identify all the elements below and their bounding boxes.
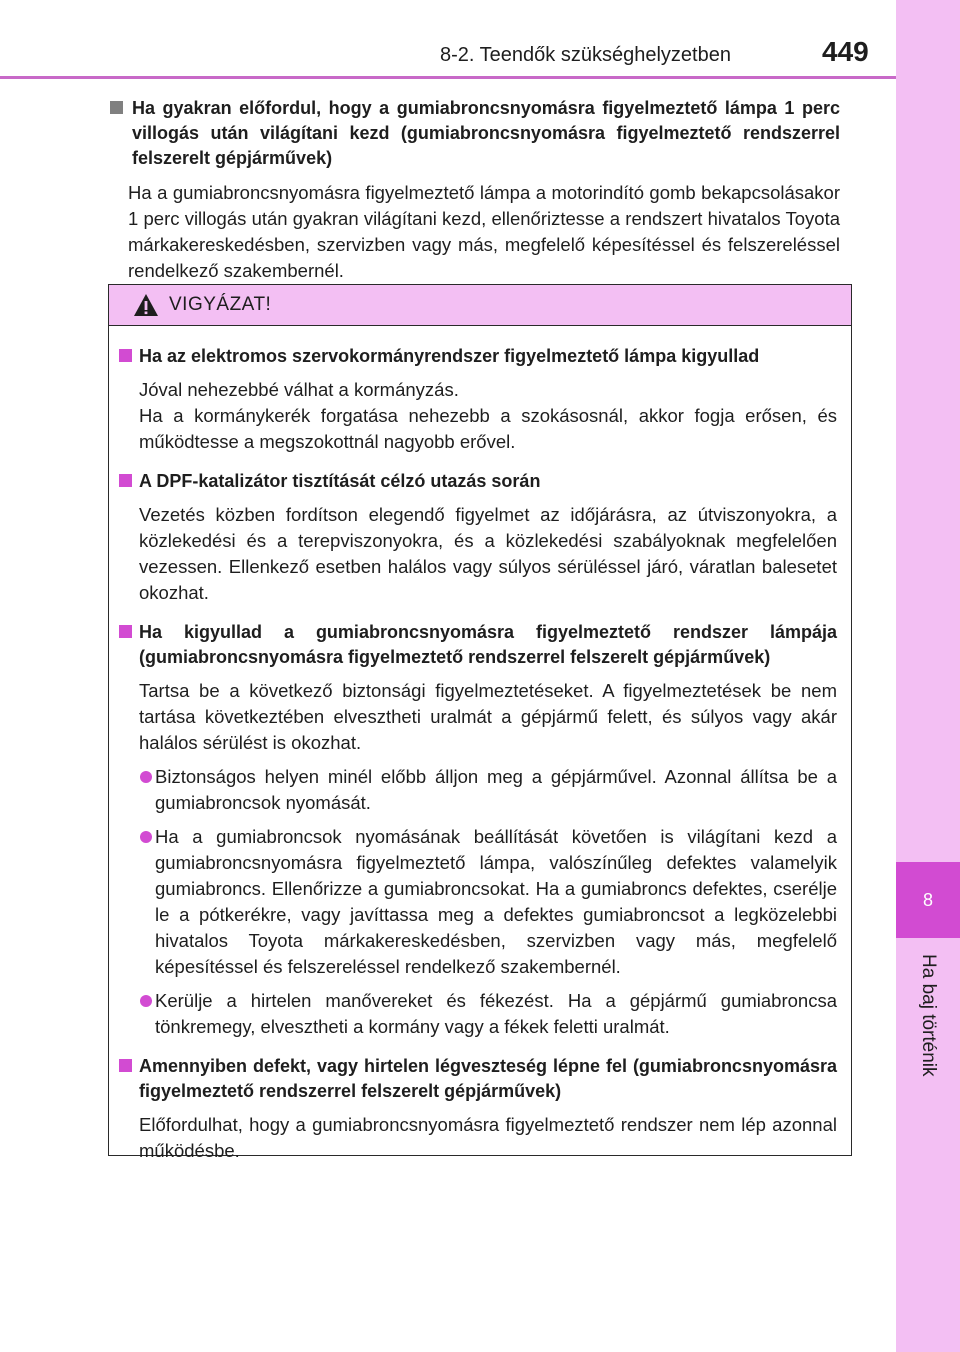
caution-bullet bbox=[117, 764, 837, 816]
caution-section-heading-text: Amennyiben defekt, vagy hirtelen légveszteség lépne fel (gumiabroncsnyomásra figyelmeztető rendszerrel felszerelt gépjárművek) bbox=[139, 1056, 837, 1101]
caution-body bbox=[109, 326, 851, 1164]
caution-bullet bbox=[117, 988, 837, 1040]
intro-text: Ha a gumiabroncsnyomásra figyelmeztető lámpa a motorindító gomb bekapcsolásakor 1 perc villogás után gyakran világítani kezd, ellenőriztesse a rendszert hivatalos Toyota márkakereskedésben, szervizben vagy más, megfelelő képesítéssel és felszereléssel rendelkező szakembernél. bbox=[128, 182, 840, 281]
caution-section-heading-text: A DPF-katalizátor tisztítását célzó utazás során bbox=[139, 471, 541, 491]
caution-section bbox=[117, 1054, 837, 1164]
intro-heading-text: Ha gyakran előfordul, hogy a gumiabroncsnyomásra figyelmeztető lámpa 1 perc villogás után világítani kezd (gumiabroncsnyomásra figyelmeztető rendszerrel felszerelt gépjárművek) bbox=[132, 98, 840, 168]
caution-bullet-text: Kerülje a hirtelen manővereket és fékezést. Ha a gépjármű gumiabroncsa tönkremegy, elvesztheti a kormány vagy a fékek feletti uralmát. bbox=[155, 990, 837, 1037]
caution-title: VIGYÁZAT! bbox=[169, 294, 272, 315]
square-bullet-icon bbox=[119, 625, 132, 638]
caution-box bbox=[108, 284, 852, 1161]
page-number: 449 bbox=[822, 36, 869, 67]
caution-section-text: Vezetés közben fordítson elegendő figyelmet az időjárásra, az útviszonyokra, a közlekedési és a terepviszonyokra, és a közlekedési szabályoknak megfelelően vezessen. Ellenkező esetben halálos vagy súlyos sérüléssel járó, váratlan balesetet okozhat. bbox=[139, 504, 837, 603]
caution-section-heading bbox=[117, 620, 837, 670]
circle-bullet-icon bbox=[140, 771, 152, 783]
circle-bullet-icon bbox=[140, 831, 152, 843]
header-divider bbox=[0, 76, 896, 79]
caution-section-heading-text: Ha az elektromos szervokormányrendszer figyelmeztető lámpa kigyullad bbox=[139, 346, 760, 366]
chapter-number: 8 bbox=[896, 862, 960, 938]
circle-bullet-icon bbox=[140, 995, 152, 1007]
intro-heading bbox=[108, 96, 840, 171]
square-bullet-icon bbox=[119, 474, 132, 487]
square-bullet-icon bbox=[110, 101, 123, 114]
caution-bullet bbox=[117, 824, 837, 980]
square-bullet-icon bbox=[119, 1059, 132, 1072]
caution-bullet-text: Biztonságos helyen minél előbb álljon meg a gépjárművel. Azonnal állítsa be a gumiabroncsok nyomását. bbox=[155, 766, 837, 813]
section-title: 8-2. Teendők szükséghelyzetben bbox=[440, 44, 731, 66]
chapter-title bbox=[896, 950, 960, 1150]
caution-section-text: Tartsa be a következő biztonsági figyelmeztetéseket. A figyelmeztetések be nem tartása következtében elvesztheti uralmát a gépjármű felett, és súlyos vagy akár halálos sérülést is okozhat. bbox=[139, 680, 837, 753]
chapter-title-text: Ha baj történik bbox=[918, 954, 939, 1077]
caution-section-text: Előfordulhat, hogy a gumiabroncsnyomásra figyelmeztető rendszer nem lép azonnal működésbe. bbox=[139, 1114, 837, 1161]
caution-header bbox=[109, 285, 851, 326]
caution-section-heading bbox=[117, 1054, 837, 1104]
warning-triangle-icon bbox=[133, 293, 159, 317]
caution-section bbox=[117, 620, 837, 1040]
caution-bullet-text: Ha a gumiabroncsok nyomásának beállítását követően is világítani kezd a gumiabroncsnyomásra figyelmeztető lámpa, valószínűleg defektes valamelyik gumiabroncs. Ellenőrizze a gumiabroncsokat. Ha a gumiabroncs defektes, cserélje le a pótkerékre, vagy javíttassa meg a defektes gumiabroncsot a legközelebbi hivatalos Toyota márkakereskedésben, szervizben vagy más, megfelelő képesítéssel és felszereléssel rendelkező szakembernél. bbox=[155, 826, 837, 977]
caution-section-heading bbox=[117, 469, 837, 494]
caution-section-text: Jóval nehezebbé válhat a kormányzás. Ha a kormánykerék forgatása nehezebb a szokásosnál, akkor fogja erősen, és működtesse a megszokottnál nagyobb erővel. bbox=[139, 379, 837, 452]
caution-section-heading-text: Ha kigyullad a gumiabroncsnyomásra figyelmeztető rendszer lámpája (gumiabroncsnyomásra figyelmeztető rendszerrel felszerelt gépjárművek) bbox=[139, 622, 837, 667]
square-bullet-icon bbox=[119, 349, 132, 362]
caution-section-heading bbox=[117, 344, 837, 369]
caution-section bbox=[117, 469, 837, 606]
intro-block bbox=[108, 96, 840, 284]
caution-section bbox=[117, 344, 837, 455]
